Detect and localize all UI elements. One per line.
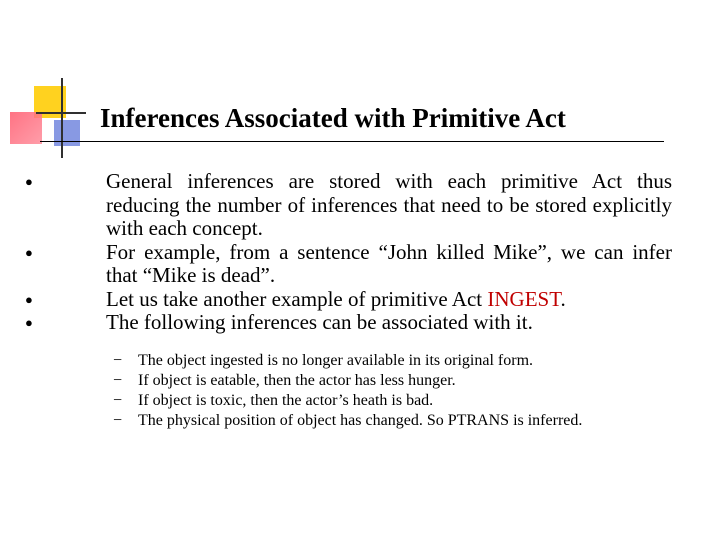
dash-icon: − — [113, 372, 123, 389]
sub-bullet-item — [113, 411, 643, 431]
slide-logo-decoration — [0, 0, 100, 170]
sub-bullet-list — [113, 351, 643, 431]
dash-icon: − — [113, 352, 123, 369]
sub-bullet-item — [113, 371, 643, 391]
bullet-item — [22, 170, 672, 241]
bullet-text — [106, 287, 566, 311]
bullet-text: The following inferences can be associated with it. — [106, 310, 533, 334]
sub-bullet-text: If object is toxic, then the actor’s heath is bad. — [138, 392, 434, 409]
sub-bullet-text: The object ingested is no longer available in its original form. — [138, 352, 534, 369]
logo-red-square — [10, 112, 42, 144]
bullet-text: General inferences are stored with each primitive Act thus reducing the number of inferences that need to be stored explicitly with each concept. — [106, 169, 672, 240]
bullet-item — [22, 311, 672, 335]
slide-title: Inferences Associated with Primitive Act — [100, 103, 566, 133]
logo-blue-square — [54, 120, 80, 146]
dash-icon: − — [113, 412, 123, 429]
bullet-text: For example, from a sentence “John killed Mike”, we can infer that “Mike is dead”. — [106, 239, 672, 287]
sub-bullet-text: The physical position of object has changed. So PTRANS is inferred. — [138, 412, 583, 429]
bullet-icon: ● — [25, 244, 33, 260]
bullet-item — [22, 288, 672, 312]
ingest-highlight: INGEST — [487, 286, 561, 311]
logo-vertical-line — [61, 78, 63, 158]
logo-horizontal-line — [36, 112, 86, 114]
bullet-icon: ● — [25, 174, 33, 189]
bullet-item — [22, 241, 672, 288]
bullet-icon: ● — [25, 315, 33, 330]
title-underline — [40, 141, 664, 142]
bullet-text-before: Let us take another example of primitive Act — [106, 286, 488, 311]
sub-bullet-item — [113, 351, 643, 371]
bullet-list — [22, 170, 672, 335]
sub-bullet-item — [113, 391, 643, 411]
dash-icon: − — [113, 392, 123, 409]
bullet-text-after: . — [560, 286, 566, 311]
bullet-icon: ● — [25, 291, 33, 307]
sub-bullet-text: If object is eatable, then the actor has less hunger. — [138, 372, 456, 389]
